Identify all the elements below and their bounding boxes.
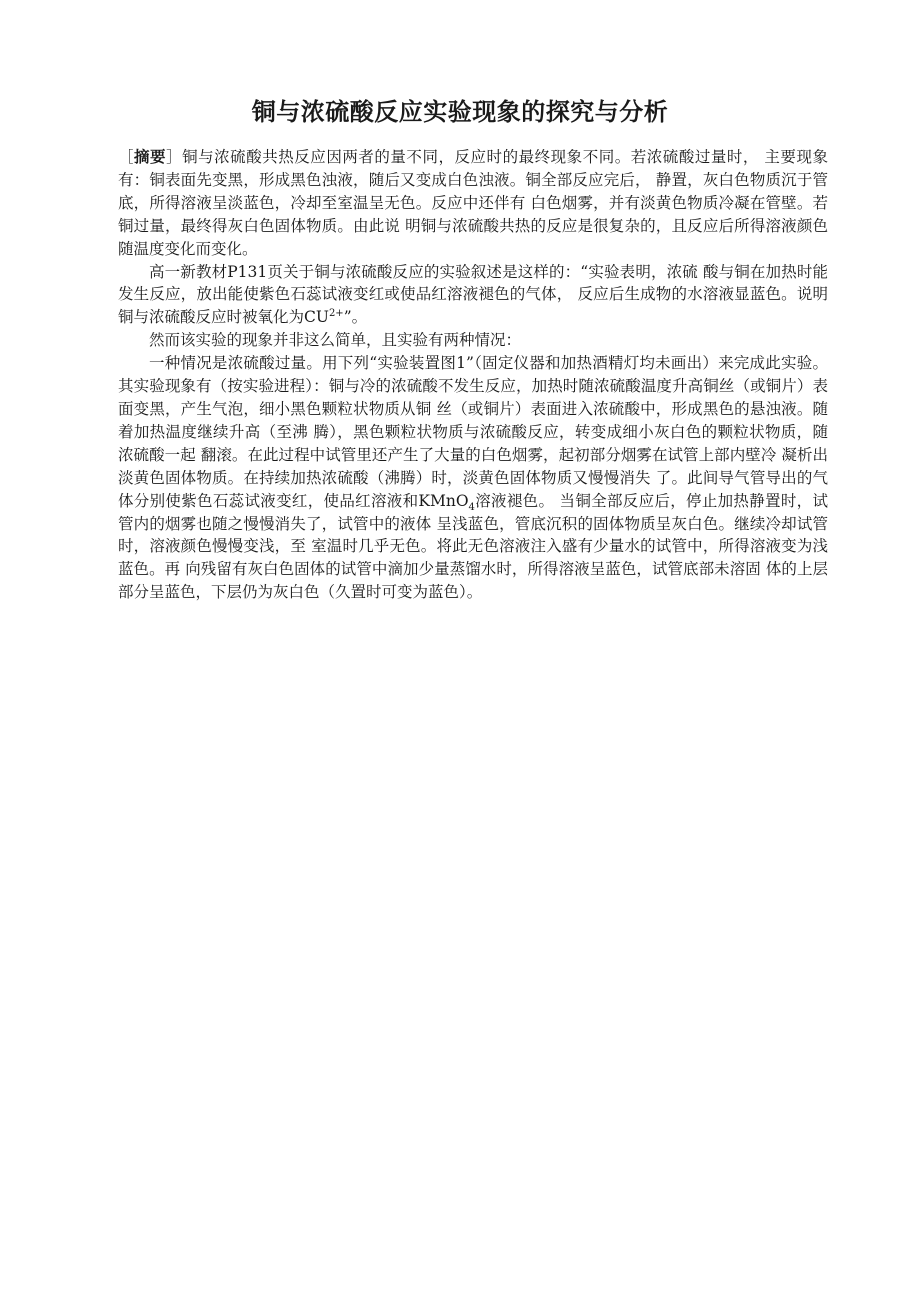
document-title: 铜与浓硫酸反应实验现象的探究与分析 <box>251 98 669 126</box>
paragraph-two-cases: 然而该实验的现象并非这么简单，且实验有两种情况： <box>149 331 522 350</box>
paragraph-textbook-text: 高一新教材P131页关于铜与浓硫酸反应的实验叙述是这样的：“实验表明，浓硫 酸与铜在加热时能发生反应，放出能使紫色石蕊试液变红或使品红溶液褪色的气体， 反应后生成物的水溶液显蓝色。说明铜与浓硫酸反应时被氧化为CU <box>118 262 828 327</box>
paragraph-excess-acid-end: 溶液褪色。 当铜全部反应后，停止加热静置时，试管内的烟雾也随之慢慢消失了，试管中的液体 呈浅蓝色，管底沉积的固体物质呈灰白色。继续冷却试管时，溶液颜色慢慢变浅，至 室温时几乎无色。将此无色溶液注入盛有少量水的试管中，所得溶液变为浅蓝色。再 向残留有灰白色固体的试管中滴加少量蒸馏水时，所得溶液呈蓝色，试管底部未溶固 体的上层部分呈蓝色，下层仍为灰白色（久置时可变为蓝色）。 <box>118 491 828 602</box>
document-body <box>118 146 828 604</box>
abstract-label: 摘要 <box>134 148 167 166</box>
superscript-charge: 2+ <box>328 308 344 320</box>
paragraph-excess-acid <box>118 352 828 604</box>
abstract-close-bracket: ］ <box>166 148 183 166</box>
abstract-open-bracket: ［ <box>118 148 135 166</box>
abstract-paragraph <box>118 146 828 261</box>
paragraph-textbook <box>118 261 828 330</box>
abstract-text: 铜与浓硫酸共热反应因两者的量不同，反应时的最终现象不同。若浓硫酸过量时， 主要现象有：铜表面先变黑，形成黑色浊液，随后又变成白色浊液。铜全部反应完后， 静置，灰白色物质沉于管底，所得溶液呈淡蓝色，冷却至室温呈无色。反应中还伴有 白色烟雾，并有淡黄色物质冷凝在管壁。若铜过量，最终得灰白色固体物质。由此说 明铜与浓硫酸共热的反应是很复杂的，且反应后所得溶液颜色随温度变化而变化。 <box>118 148 828 258</box>
paragraph-textbook-end: ”。 <box>343 308 368 327</box>
paragraph-excess-acid-text: 一种情况是浓硫酸过量。用下列“实验装置图1”（固定仪器和加热酒精灯均未画出）来完成此实验。其实验现象有（按实验进程）：铜与冷的浓硫酸不发生反应，加热时随浓硫酸温度升高铜丝（或铜片）表面变黑，产生气泡，细小黑色颗粒状物质从铜 丝（或铜片）表面进入浓硫酸中，形成黑色的悬浊液。随着加热温度继续升高（至沸 腾），黑色颗粒状物质与浓硫酸反应，转变成细小灰白色的颗粒状物质，随浓硫酸一起 翻滚。在此过程中试管里还产生了大量的白色烟雾，起初部分烟雾在试管上部内壁冷 凝析出淡黄色固体物质。在持续加热浓硫酸（沸腾）时，淡黄色固体物质又慢慢消失 了。此间导气管导出的气体分别使紫色石蕊试液变红，使品红溶液和KMnO <box>118 354 828 510</box>
subscript-four: 4 <box>468 501 475 513</box>
